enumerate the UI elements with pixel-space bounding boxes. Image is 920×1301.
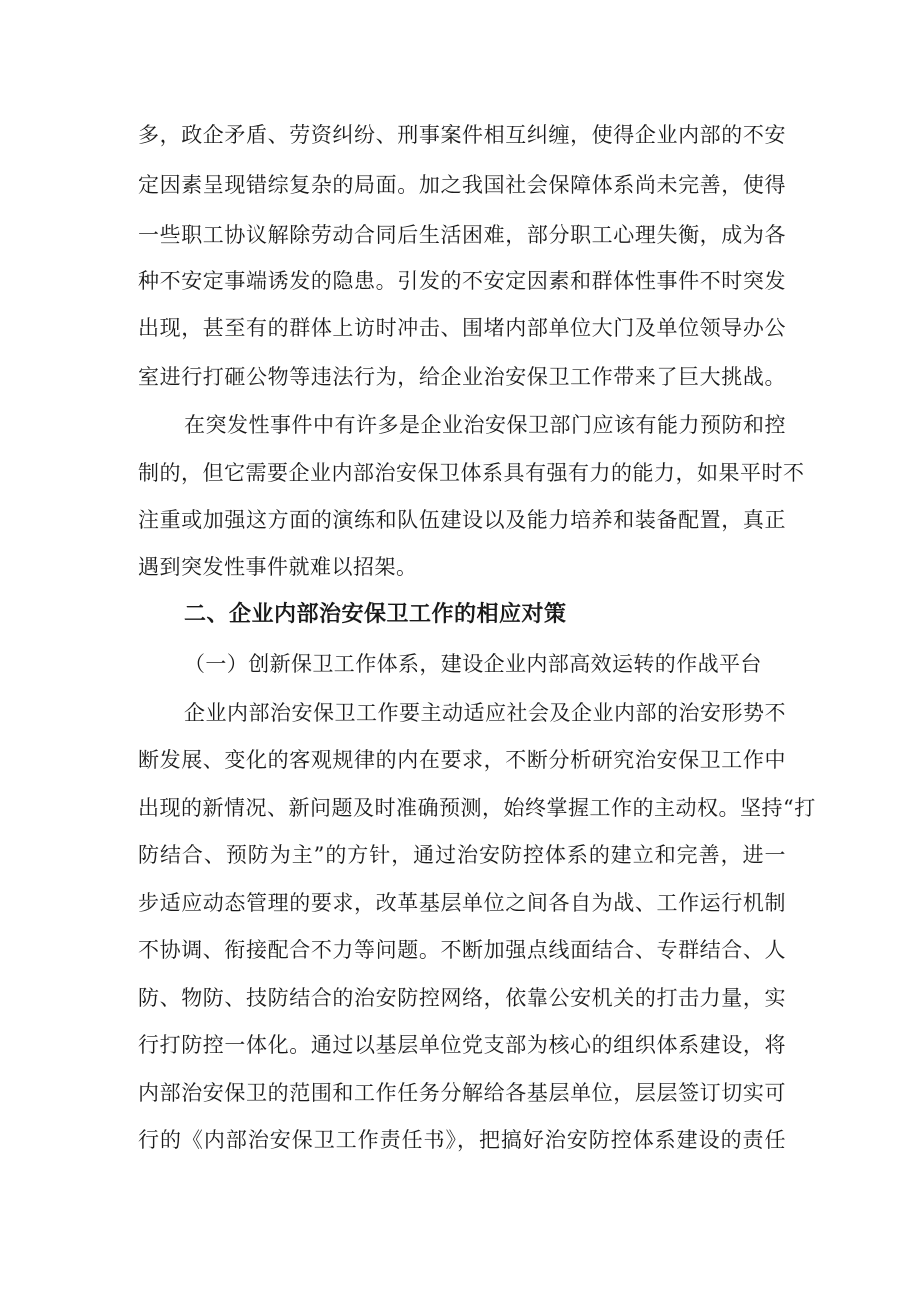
paragraph-3-line-8: 行打防控一体化。通过以基层单位党支部为核心的组织体系建设，将 [138,1033,786,1057]
paragraph-2-line-3: 注重或加强这方面的演练和队伍建设以及能力培养和装备配置，真正 [138,508,786,532]
paragraph-3-line-6: 不协调、衔接配合不力等问题。不断加强点线面结合、专群结合、人 [138,938,786,962]
paragraph-2-line-1: 在突发性事件中有许多是企业治安保卫部门应该有能力预防和控 [184,413,786,437]
paragraph-2-line-2: 制的，但它需要企业内部治安保卫体系具有强有力的能力，如果平时不 [138,461,805,485]
paragraph-3-line-1: 企业内部治安保卫工作要主动适应社会及企业内部的治安形势不 [184,701,786,725]
paragraph-3-line-4: 防结合、预防为主”的方针，通过治安防控体系的建立和完善，进一 [138,843,786,867]
paragraph-1-line-1: 多，政企矛盾、劳资纠纷、刑事案件相互纠缠，使得企业内部的不安 [138,123,786,147]
paragraph-3-line-9: 内部治安保卫的范围和工作任务分解给各基层单位，层层签订切实可 [138,1081,786,1105]
paragraph-1-line-2: 定因素呈现错综复杂的局面。加之我国社会保障体系尚未完善，使得 [138,173,786,197]
paragraph-3-line-3: 出现的新情况、新问题及时准确预测，始终掌握工作的主动权。坚持“打 [138,796,816,820]
paragraph-3-line-7: 防、物防、技防结合的治安防控网络，依靠公安机关的打击力量，实 [138,986,786,1010]
paragraph-3-line-10: 行的《内部治安保卫工作责任书》，把搞好治安防控体系建设的责任 [138,1128,786,1152]
paragraph-1-line-6: 室进行打砸公物等违法行为，给企业治安保卫工作带来了巨大挑战。 [138,365,786,389]
section-heading: 二、企业内部治安保卫工作的相应对策 [184,602,567,627]
subsection-heading: （一）创新保卫工作体系，建设企业内部高效运转的作战平台 [184,652,762,676]
paragraph-1-line-4: 种不安定事端诱发的隐患。引发的不安定因素和群体性事件不时突发 [138,269,786,293]
paragraph-3-line-2: 断发展、变化的客观规律的内在要求，不断分析研究治安保卫工作中 [138,748,786,772]
paragraph-1-line-5: 出现，甚至有的群体上访时冲击、围堵内部单位大门及单位领导办公 [138,316,786,340]
paragraph-1-line-3: 一些职工协议解除劳动合同后生活困难，部分职工心理失衡，成为各 [138,223,786,247]
paragraph-2-line-4: 遇到突发性事件就难以招架。 [138,555,418,579]
paragraph-3-line-5: 步适应动态管理的要求，改革基层单位之间各自为战、工作运行机制 [138,891,786,915]
